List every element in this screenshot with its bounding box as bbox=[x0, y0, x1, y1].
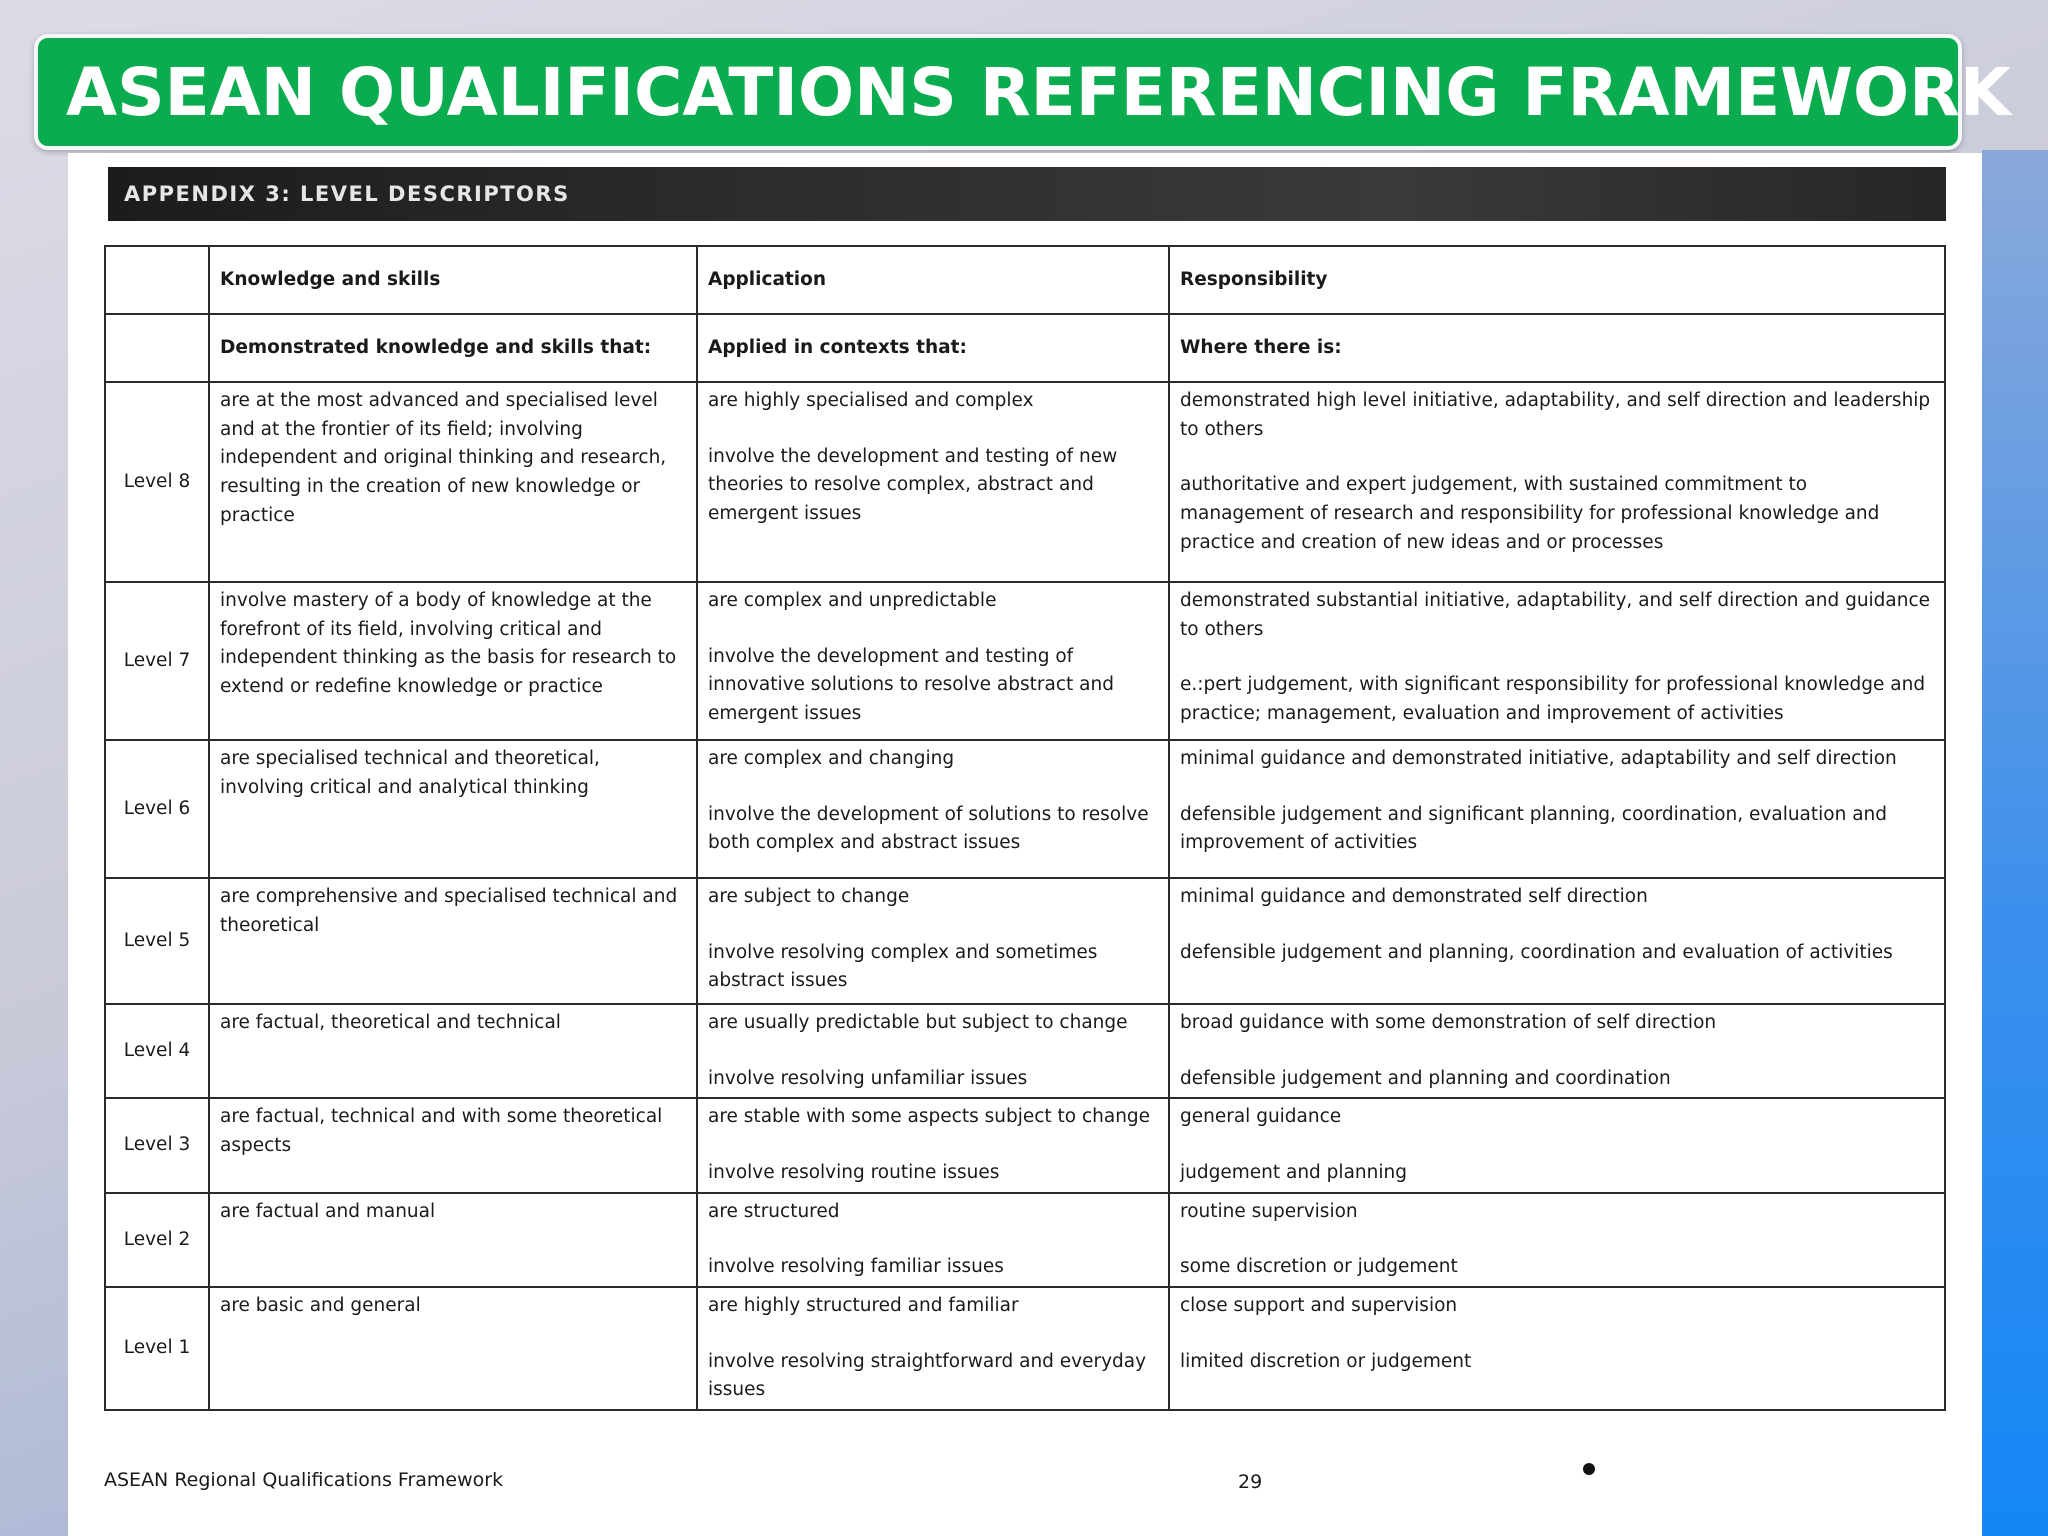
level-label: Level 3 bbox=[105, 1098, 209, 1192]
header-empty-cell bbox=[105, 246, 209, 314]
responsibility-line: defensible judgement and significant planning, coordination, evaluation and improvement of activities bbox=[1180, 803, 1888, 854]
responsibility-line: some discretion or judgement bbox=[1180, 1256, 1458, 1278]
responsibility-line: authoritative and expert judgement, with sustained commitment to management of research and responsibility for professional knowledge and practice and creation of new ideas and or processes bbox=[1180, 474, 1880, 553]
title-banner bbox=[34, 34, 2012, 150]
application-line: are complex and changing bbox=[708, 748, 955, 769]
level-label: Level 6 bbox=[105, 740, 209, 878]
header-knowledge: Knowledge and skills bbox=[209, 246, 697, 314]
application-line: are stable with some aspects subject to change bbox=[708, 1106, 1151, 1128]
knowledge-cell: are factual, technical and with some theoretical aspects bbox=[209, 1098, 697, 1192]
application-line: involve the development and testing of new theories to resolve complex, abstract and emergent issues bbox=[708, 445, 1118, 525]
level-label: Level 5 bbox=[105, 878, 209, 1004]
responsibility-cell bbox=[1169, 1193, 1945, 1287]
responsibility-cell bbox=[1169, 878, 1945, 1004]
knowledge-cell: are basic and general bbox=[209, 1287, 697, 1410]
application-line: involve resolving familiar issues bbox=[708, 1256, 1004, 1278]
table-row bbox=[105, 1098, 1945, 1192]
responsibility-line: e.:pert judgement, with significant responsibility for professional knowledge and practice; management, evaluation and improvement of activities bbox=[1180, 674, 1926, 725]
page-number: 29 bbox=[1238, 1471, 1263, 1493]
slide-title: ASEAN QUALIFICATIONS REFERENCING FRAMEWORK bbox=[66, 53, 2012, 131]
application-cell bbox=[697, 1287, 1169, 1410]
responsibility-line: demonstrated high level initiative, adaptability, and self direction and leadership to others bbox=[1180, 390, 1931, 440]
knowledge-cell: are specialised technical and theoretical, involving critical and analytical thinking bbox=[209, 740, 697, 878]
responsibility-line: close support and supervision bbox=[1180, 1295, 1458, 1317]
table-row bbox=[105, 740, 1945, 878]
application-cell bbox=[697, 1098, 1169, 1192]
application-line: involve resolving straightforward and everyday issues bbox=[708, 1350, 1147, 1401]
table-row bbox=[105, 382, 1945, 582]
subheader-empty-cell bbox=[105, 314, 209, 382]
application-cell bbox=[697, 740, 1169, 878]
application-line: are highly structured and familiar bbox=[708, 1295, 1019, 1317]
knowledge-cell: are comprehensive and specialised technical and theoretical bbox=[209, 878, 697, 1004]
appendix-heading-bar bbox=[108, 167, 1946, 221]
responsibility-line: defensible judgement and planning, coordination and evaluation of activities bbox=[1180, 941, 1893, 963]
level-label: Level 4 bbox=[105, 1004, 209, 1098]
application-cell bbox=[697, 1193, 1169, 1287]
application-cell bbox=[697, 878, 1169, 1004]
application-line: are usually predictable but subject to change bbox=[708, 1012, 1128, 1033]
table-row bbox=[105, 1193, 1945, 1287]
decorative-side-strip bbox=[1982, 150, 2048, 1536]
knowledge-cell: are factual and manual bbox=[209, 1193, 697, 1287]
responsibility-cell bbox=[1169, 382, 1945, 582]
scan-speck bbox=[1583, 1463, 1595, 1475]
appendix-heading: APPENDIX 3: LEVEL DESCRIPTORS bbox=[124, 182, 570, 206]
subheader-row bbox=[105, 314, 1945, 382]
application-line: involve resolving unfamiliar issues bbox=[708, 1067, 1028, 1089]
level-label: Level 2 bbox=[105, 1193, 209, 1287]
responsibility-cell bbox=[1169, 582, 1945, 740]
responsibility-cell bbox=[1169, 1098, 1945, 1192]
application-cell bbox=[697, 382, 1169, 582]
responsibility-line: defensible judgement and planning and coordination bbox=[1180, 1067, 1671, 1089]
responsibility-line: broad guidance with some demonstration of self direction bbox=[1180, 1012, 1717, 1033]
application-line: involve resolving routine issues bbox=[708, 1162, 1000, 1184]
level-label: Level 7 bbox=[105, 582, 209, 740]
responsibility-line: minimal guidance and demonstrated self direction bbox=[1180, 886, 1648, 907]
responsibility-cell bbox=[1169, 1287, 1945, 1410]
responsibility-line: judgement and planning bbox=[1180, 1162, 1407, 1184]
header-application: Application bbox=[697, 246, 1169, 314]
knowledge-cell: are factual, theoretical and technical bbox=[209, 1004, 697, 1098]
responsibility-line: limited discretion or judgement bbox=[1180, 1350, 1472, 1372]
level-descriptors-table bbox=[104, 245, 1946, 1411]
table-row bbox=[105, 878, 1945, 1004]
application-line: involve resolving complex and sometimes abstract issues bbox=[708, 941, 1098, 992]
knowledge-cell: are at the most advanced and specialised level and at the frontier of its field; involving independent and original thinking and research, resulting in the creation of new knowledge or practice bbox=[209, 382, 697, 582]
responsibility-cell bbox=[1169, 740, 1945, 878]
table-row bbox=[105, 1004, 1945, 1098]
subheader-application: Applied in contexts that: bbox=[697, 314, 1169, 382]
application-line: involve the development of solutions to resolve both complex and abstract issues bbox=[708, 803, 1149, 854]
subheader-knowledge: Demonstrated knowledge and skills that: bbox=[209, 314, 697, 382]
knowledge-cell: involve mastery of a body of knowledge at the forefront of its field, involving critical and independent thinking as the basis for research to extend or redefine knowledge or practice bbox=[209, 582, 697, 740]
subheader-responsibility: Where there is: bbox=[1169, 314, 1945, 382]
header-row bbox=[105, 246, 1945, 314]
table-row bbox=[105, 582, 1945, 740]
header-responsibility: Responsibility bbox=[1169, 246, 1945, 314]
application-line: involve the development and testing of innovative solutions to resolve abstract and emergent issues bbox=[708, 645, 1114, 725]
level-label: Level 8 bbox=[105, 382, 209, 582]
responsibility-line: minimal guidance and demonstrated initiative, adaptability and self direction bbox=[1180, 748, 1897, 769]
responsibility-line: routine supervision bbox=[1180, 1200, 1358, 1222]
document-scan bbox=[68, 153, 1982, 1536]
responsibility-line: demonstrated substantial initiative, adaptability, and self direction and guidance to others bbox=[1180, 590, 1931, 640]
application-line: are subject to change bbox=[708, 886, 910, 907]
application-cell bbox=[697, 582, 1169, 740]
application-line: are structured bbox=[708, 1200, 840, 1222]
application-cell bbox=[697, 1004, 1169, 1098]
table-row bbox=[105, 1287, 1945, 1410]
responsibility-line: general guidance bbox=[1180, 1106, 1342, 1128]
application-line: are highly specialised and complex bbox=[708, 390, 1034, 411]
responsibility-cell bbox=[1169, 1004, 1945, 1098]
footer-source: ASEAN Regional Qualifications Framework bbox=[104, 1469, 504, 1491]
level-label: Level 1 bbox=[105, 1287, 209, 1410]
application-line: are complex and unpredictable bbox=[708, 590, 997, 611]
